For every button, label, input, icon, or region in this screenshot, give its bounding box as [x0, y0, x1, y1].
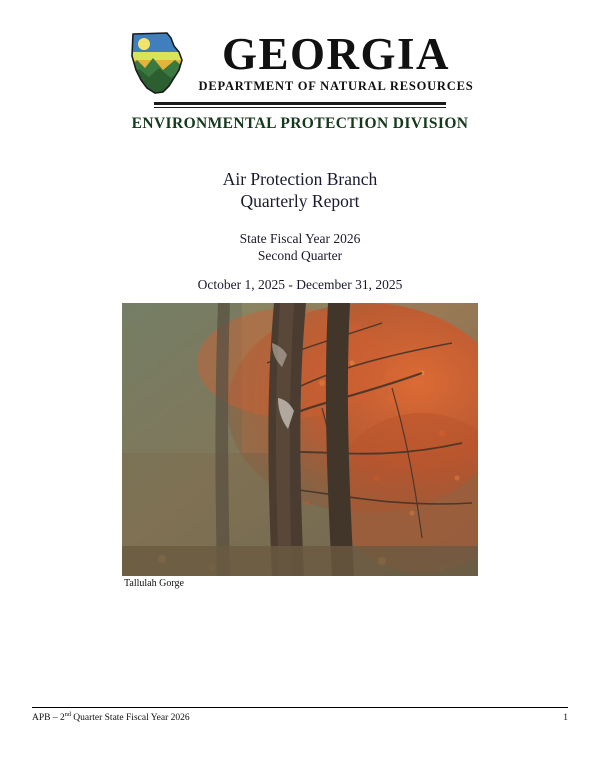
- footer-suffix: Quarter State Fiscal Year 2026: [70, 713, 190, 724]
- state-name: GEORGIA: [221, 29, 450, 80]
- cover-photo-image: [122, 303, 478, 576]
- logo-row: [127, 30, 474, 96]
- date-range-block: [0, 277, 600, 293]
- cover-photo: [122, 303, 478, 576]
- title-line-2: Quarterly Report: [240, 191, 360, 211]
- georgia-state-outline-icon: [127, 30, 189, 96]
- footer-divider: [32, 707, 568, 708]
- masthead: [0, 30, 600, 133]
- page-footer: [32, 712, 568, 723]
- footer-left-text: [32, 712, 190, 723]
- fiscal-quarter: Second Quarter: [257, 248, 343, 263]
- divider: [154, 102, 446, 108]
- title-line-1: Air Protection Branch: [222, 169, 378, 189]
- divider-thick: [154, 102, 446, 105]
- footer-ordinal: nd: [64, 712, 71, 718]
- logo-wordmark: [198, 29, 474, 93]
- report-title: [0, 168, 600, 212]
- fiscal-year: State Fiscal Year 2026: [239, 231, 361, 246]
- divider-thin: [154, 107, 446, 108]
- fiscal-year-block: [0, 230, 600, 264]
- department-name: DEPARTMENT OF NATURAL RESOURCES: [198, 78, 474, 93]
- photo-caption: Tallulah Gorge: [124, 578, 184, 589]
- page-number: 1: [563, 713, 568, 724]
- footer-prefix: APB – 2: [32, 713, 65, 724]
- division-name: ENVIRONMENTAL PROTECTION DIVISION: [131, 115, 469, 132]
- date-range: October 1, 2025 - December 31, 2025: [197, 277, 403, 292]
